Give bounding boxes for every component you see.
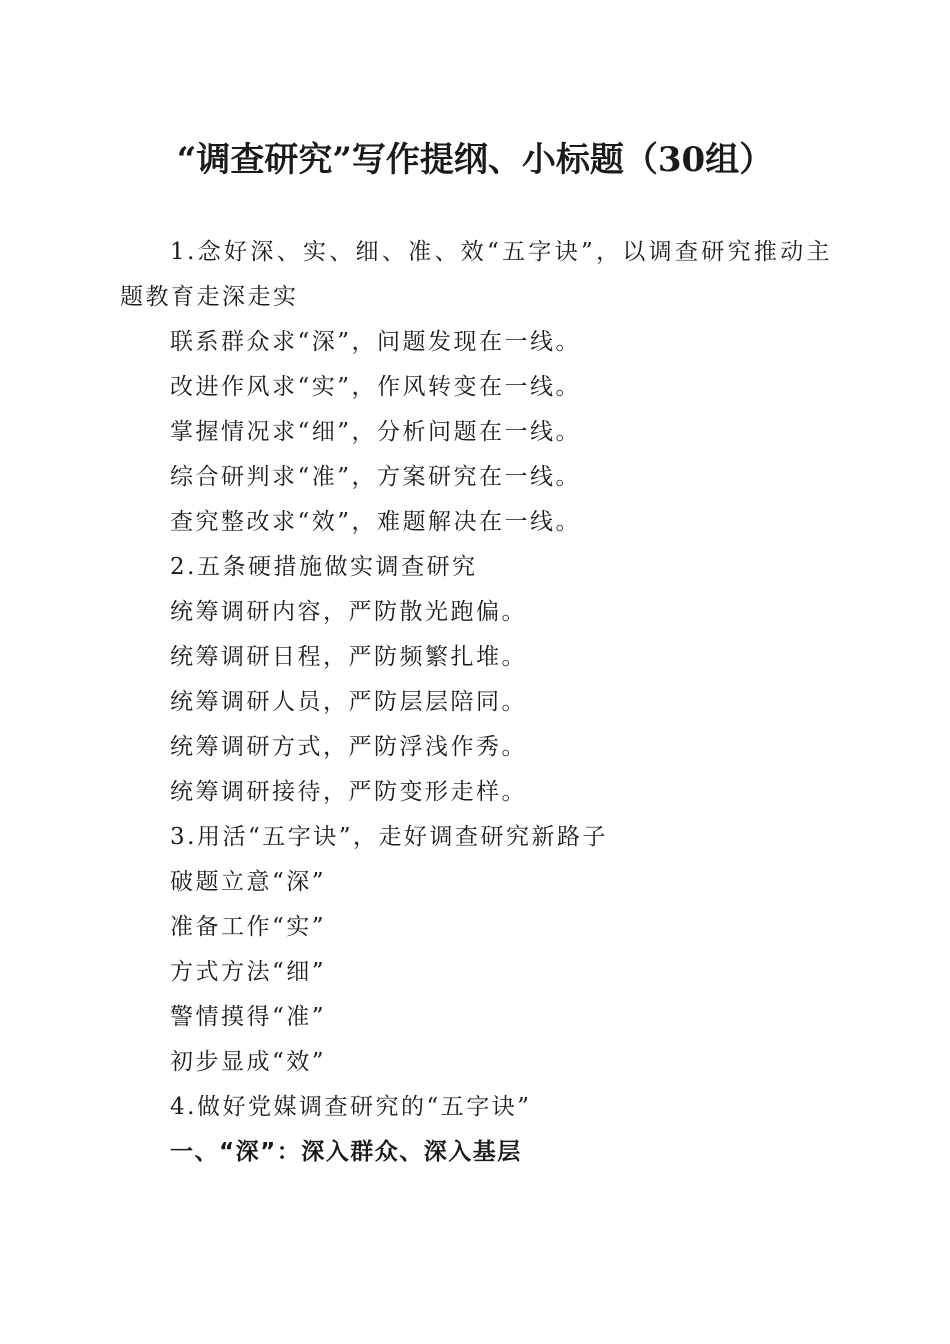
paragraph: 准备工作“实” bbox=[170, 914, 327, 940]
paragraph: 查究整改求“效”，难题解决在一线。 bbox=[170, 509, 582, 535]
paragraph: 联系群众求“深”，问题发现在一线。 bbox=[170, 329, 582, 355]
heading-1: 1.念好深、实、细、准、效“五字诀”，以调查研究推动主题教育走深走实 bbox=[120, 239, 832, 310]
subheading-bold: 一、“深”：深入群众、深入基层 bbox=[170, 1139, 522, 1165]
heading-4: 4.做好党媒调查研究的“五字诀” bbox=[170, 1094, 532, 1120]
paragraph: 改进作风求“实”，作风转变在一线。 bbox=[170, 374, 582, 400]
paragraph: 方式方法“细” bbox=[170, 959, 327, 985]
paragraph: 警情摸得“准” bbox=[170, 1004, 327, 1030]
paragraph: 掌握情况求“细”，分析问题在一线。 bbox=[170, 419, 582, 445]
paragraph: 破题立意“深” bbox=[170, 869, 327, 895]
paragraph: 综合研判求“准”，方案研究在一线。 bbox=[170, 464, 582, 490]
paragraph: 统筹调研内容，严防散光跑偏。 bbox=[170, 599, 527, 625]
heading-2: 2.五条硬措施做实调查研究 bbox=[170, 554, 478, 580]
document-body bbox=[120, 230, 832, 1175]
paragraph: 统筹调研方式，严防浮浅作秀。 bbox=[170, 734, 527, 760]
heading-3: 3.用活“五字诀”，走好调查研究新路子 bbox=[170, 824, 608, 850]
paragraph: 统筹调研日程，严防频繁扎堆。 bbox=[170, 644, 527, 670]
document-title: “调查研究”写作提纲、小标题（30组） bbox=[176, 140, 774, 180]
paragraph: 统筹调研人员，严防层层陪同。 bbox=[170, 689, 527, 715]
paragraph: 初步显成“效” bbox=[170, 1049, 327, 1075]
paragraph: 统筹调研接待，严防变形走样。 bbox=[170, 779, 527, 805]
